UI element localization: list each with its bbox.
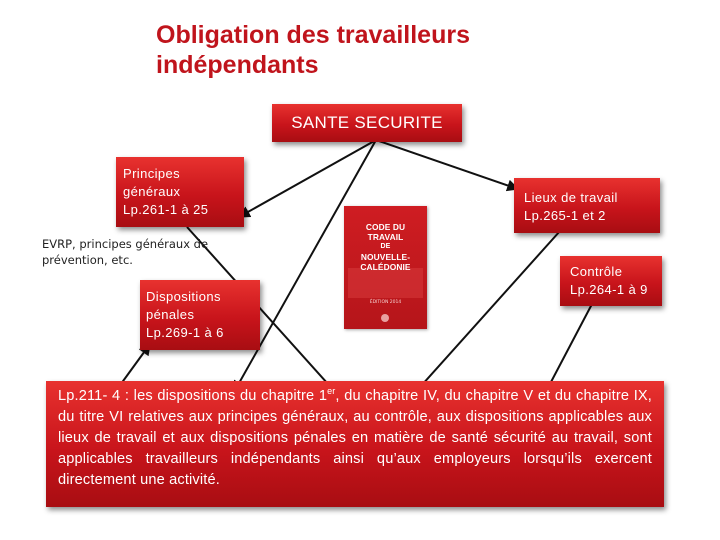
dispositions-penales-box xyxy=(140,280,260,350)
principes-line-2: généraux xyxy=(123,184,181,199)
principes-generaux-box xyxy=(116,157,244,227)
evrp-line-1: EVRP, principes généraux de xyxy=(42,237,209,251)
evrp-line-2: prévention, etc. xyxy=(42,253,133,267)
controle-box xyxy=(560,256,662,306)
article-text-part-2: , du chapitre IV, du chapitre V et du chapitre IX, du titre VI relatives aux principes généraux, au contrôle, aux dispositions applicables aux lieux de travail et aux dispositions pénales en matière de santé sécurité au travail, sont applicables travailleurs indépendants ainsi qu’aux employeurs lorsqu’ils exercent directement une activité. xyxy=(58,388,652,488)
sante-securite-label: SANTE SECURITE xyxy=(291,113,443,132)
article-text-part-1: Lp.211- 4 : les dispositions du chapitre 1 xyxy=(58,388,328,404)
line-lieux-to-bottom xyxy=(421,231,560,386)
controle-line-1: Contrôle xyxy=(570,264,623,279)
lieux-reference: Lp.265-1 et 2 xyxy=(524,208,606,223)
book-publisher-logo-icon xyxy=(381,314,389,322)
lieux-line-1: Lieux de travail xyxy=(524,190,618,205)
book-title-line-2: DE xyxy=(380,243,391,250)
evrp-note xyxy=(42,236,252,268)
book-cover-title xyxy=(347,222,424,272)
page-title-line-1: Obligation des travailleurs xyxy=(156,21,470,49)
code-du-travail-book-cover xyxy=(344,206,427,329)
page-title-line-2: indépendants xyxy=(156,51,319,79)
line-controle-to-bottom xyxy=(551,304,592,382)
article-text-superscript: er xyxy=(327,386,336,397)
controle-reference: Lp.264-1 à 9 xyxy=(570,282,648,297)
sante-securite-box xyxy=(272,104,462,142)
arrow-sante-to-lieux xyxy=(376,140,518,189)
penales-reference: Lp.269-1 à 6 xyxy=(146,325,224,340)
penales-line-2: pénales xyxy=(146,307,195,322)
principes-line-1: Principes xyxy=(123,166,181,181)
article-lp-211-4-box xyxy=(46,381,664,507)
book-title-line-3: NOUVELLE-CALÉDONIE xyxy=(360,252,411,272)
book-cover-band xyxy=(348,268,423,298)
lieux-de-travail-box xyxy=(514,178,660,233)
book-cover-subtitle: ÉDITION 2014 xyxy=(369,300,402,305)
book-title-line-1: CODE DU TRAVAIL xyxy=(365,222,406,242)
penales-line-1: Dispositions xyxy=(146,289,221,304)
principes-reference: Lp.261-1 à 25 xyxy=(123,202,209,217)
